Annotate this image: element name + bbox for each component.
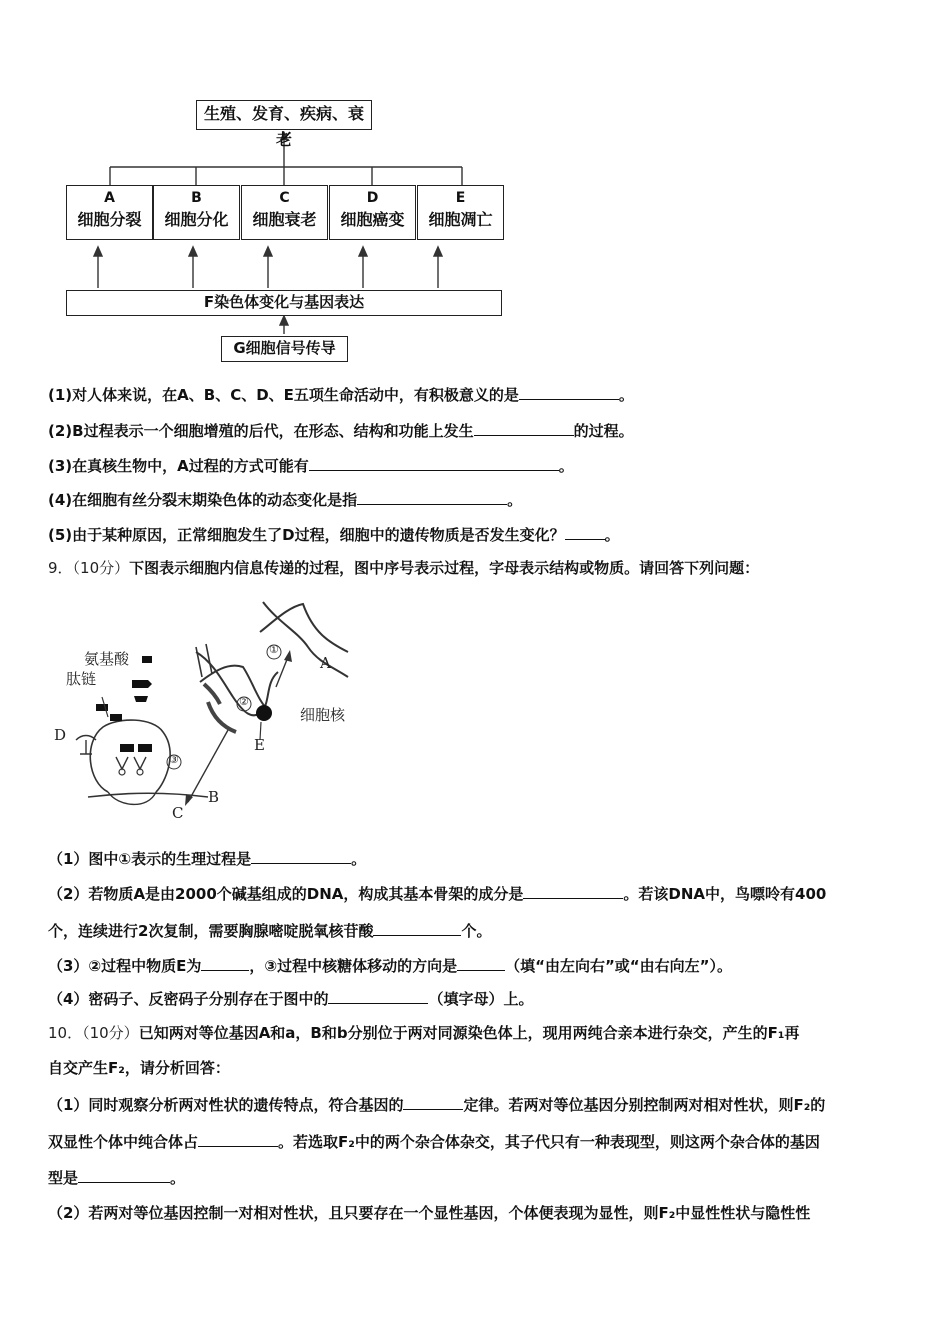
outcome-box: 生殖、发育、疾病、衰老: [196, 100, 372, 130]
question-score: （10分）: [82, 1024, 139, 1042]
question-stem-cont: 自交产生F₂，请分析回答：: [48, 1059, 230, 1077]
answer-blank[interactable]: [519, 384, 619, 400]
question-number: 10．: [48, 1024, 83, 1042]
process-letter: A: [104, 190, 115, 206]
answer-blank[interactable]: [328, 988, 428, 1004]
q9-sub2-line2: [48, 920, 491, 941]
answer-blank[interactable]: [457, 955, 505, 971]
q10-sub1-line2: [48, 1131, 820, 1152]
q8-sub5-end: 。: [604, 526, 620, 544]
process-name: 细胞癌变: [340, 210, 405, 229]
q8-sub4: [48, 489, 522, 510]
q9-stem: [48, 558, 759, 578]
process-letter: E: [455, 190, 466, 206]
q8-sub2: [48, 420, 634, 441]
q10-sub1-line3-end: 。: [170, 1169, 186, 1187]
answer-blank[interactable]: [201, 955, 249, 971]
answer-blank[interactable]: [198, 1131, 278, 1147]
answer-blank[interactable]: [251, 848, 351, 864]
enzyme-e: [256, 705, 272, 721]
q9-sub3: [48, 955, 732, 976]
process-letter: D: [366, 190, 379, 206]
process-box-a: [66, 185, 153, 240]
q9-sub1: [48, 848, 366, 869]
label-step-2: ②: [239, 695, 249, 708]
q10-sub1-text: （1）同时观察分析两对性状的遗传特点，符合基因的: [48, 1096, 404, 1114]
process-box-c: [241, 185, 328, 240]
q10-sub1-line3: [48, 1167, 185, 1188]
answer-blank[interactable]: [373, 920, 461, 936]
process-name: 细胞分化: [164, 210, 229, 229]
q8-sub2-end: 的过程。: [573, 422, 634, 440]
q10-sub1-line2-text: 双显性个体中纯合体占: [48, 1133, 199, 1151]
label-step-3: ③: [169, 753, 179, 766]
q9-sub3-text: （3）②过程中物质E为: [48, 957, 202, 975]
q9-sub1-text: （1）图中①表示的生理过程是: [48, 850, 252, 868]
q9-sub3-end: （填“由左向右”或“由右向左”）。: [505, 957, 733, 975]
q9-sub1-end: 。: [351, 850, 367, 868]
q9-sub3-middle: ，③过程中核糖体移动的方向是: [249, 957, 458, 975]
q9-sub2-line2-text: 个，连续进行2次复制，需要胸腺嘧啶脱氧核苷酸: [48, 922, 374, 940]
q10-stem-line1: [48, 1023, 799, 1043]
q9-sub4-end: （填字母）上。: [428, 990, 534, 1008]
q9-sub2-line2-end: 个。: [461, 922, 492, 940]
process-name: 细胞衰老: [252, 210, 317, 229]
question-stem: 下图表示细胞内信息传递的过程，图中序号表示过程，字母表示结构或物质。请回答下列问题：: [129, 559, 760, 577]
process-box-e: [417, 185, 504, 240]
question-score: （10分）: [72, 559, 130, 577]
question-number: 9．: [48, 559, 73, 577]
process-name: 细胞分裂: [77, 210, 142, 229]
q10-sub1-line3-text: 型是: [48, 1169, 79, 1187]
process-box-b: [153, 185, 240, 240]
q8-sub1-text: (1)对人体来说，在A、B、C、D、E五项生命活动中，有积极意义的是: [48, 386, 519, 404]
g-box: G细胞信号传导: [221, 336, 348, 362]
label-d: D: [54, 726, 67, 744]
question-stem: 已知两对等位基因A和a，B和b分别位于两对同源染色体上，现用两纯合亲本进行杂交，产生的F₁再: [138, 1024, 800, 1042]
answer-blank[interactable]: [357, 489, 507, 505]
q10-sub2-line1: [48, 1203, 810, 1223]
answer-blank[interactable]: [78, 1167, 170, 1183]
q8-sub1: [48, 384, 634, 405]
answer-blank[interactable]: [523, 883, 623, 899]
q9-sub2-text: （2）若物质A是由2000个碱基组成的DNA，构成其基本骨架的成分是: [48, 885, 524, 903]
process-letter: C: [279, 190, 290, 206]
q8-sub5-text: (5)由于某种原因，正常细胞发生了D过程，细胞中的遗传物质是否发生变化？: [48, 526, 565, 544]
cell-diagram: [48, 592, 368, 836]
answer-blank[interactable]: [474, 420, 574, 436]
answer-blank[interactable]: [403, 1094, 463, 1110]
label-amino-acid: 氨基酸: [84, 650, 130, 668]
q8-sub1-end: 。: [618, 386, 634, 404]
q8-sub3-end: 。: [558, 457, 574, 475]
q8-sub3-text: (3)在真核生物中，A过程的方式可能有: [48, 457, 309, 475]
q10-sub1-line1: [48, 1094, 825, 1115]
q9-sub4-text: （4）密码子、反密码子分别存在于图中的: [48, 990, 329, 1008]
label-nucleus: 细胞核: [300, 706, 346, 724]
q10-sub2-text: （2）若两对等位基因控制一对相对性状，且只要存在一个显性基因，个体便表现为显性，则F₂中显性性状与隐性性: [48, 1204, 811, 1222]
q8-sub4-end: 。: [507, 491, 523, 509]
process-letter: B: [191, 190, 202, 206]
answer-blank[interactable]: [565, 524, 605, 540]
label-e: E: [254, 736, 265, 754]
q10-sub1-line2-cont: 。若选取F₂中的两个杂合体杂交，其子代只有一种表现型，则这两个杂合体的基因: [278, 1133, 820, 1151]
q8-sub5: [48, 524, 620, 545]
q10-sub1-cont: 定律。若两对等位基因分别控制两对相对性状，则F₂的: [463, 1096, 826, 1114]
q8-sub3: [48, 455, 574, 476]
label-step-1: ①: [269, 643, 279, 656]
f-box: F染色体变化与基因表达: [66, 290, 502, 316]
q8-sub2-text: (2)B过程表示一个细胞增殖的后代，在形态、结构和功能上发生: [48, 422, 474, 440]
label-b: B: [208, 788, 220, 806]
q9-sub2-cont: 。若该DNA中，鸟嘌呤有400: [623, 885, 827, 903]
process-box-d: [329, 185, 416, 240]
label-peptide: 肽链: [66, 670, 97, 688]
answer-blank[interactable]: [309, 455, 559, 471]
q8-sub4-text: (4)在细胞有丝分裂末期染色体的动态变化是指: [48, 491, 358, 509]
process-name: 细胞凋亡: [428, 210, 493, 229]
q9-sub4: [48, 988, 533, 1009]
label-c: C: [172, 804, 184, 822]
label-a: A: [320, 654, 331, 672]
q10-stem-line2: [48, 1058, 230, 1078]
q9-sub2-line1: [48, 883, 826, 904]
